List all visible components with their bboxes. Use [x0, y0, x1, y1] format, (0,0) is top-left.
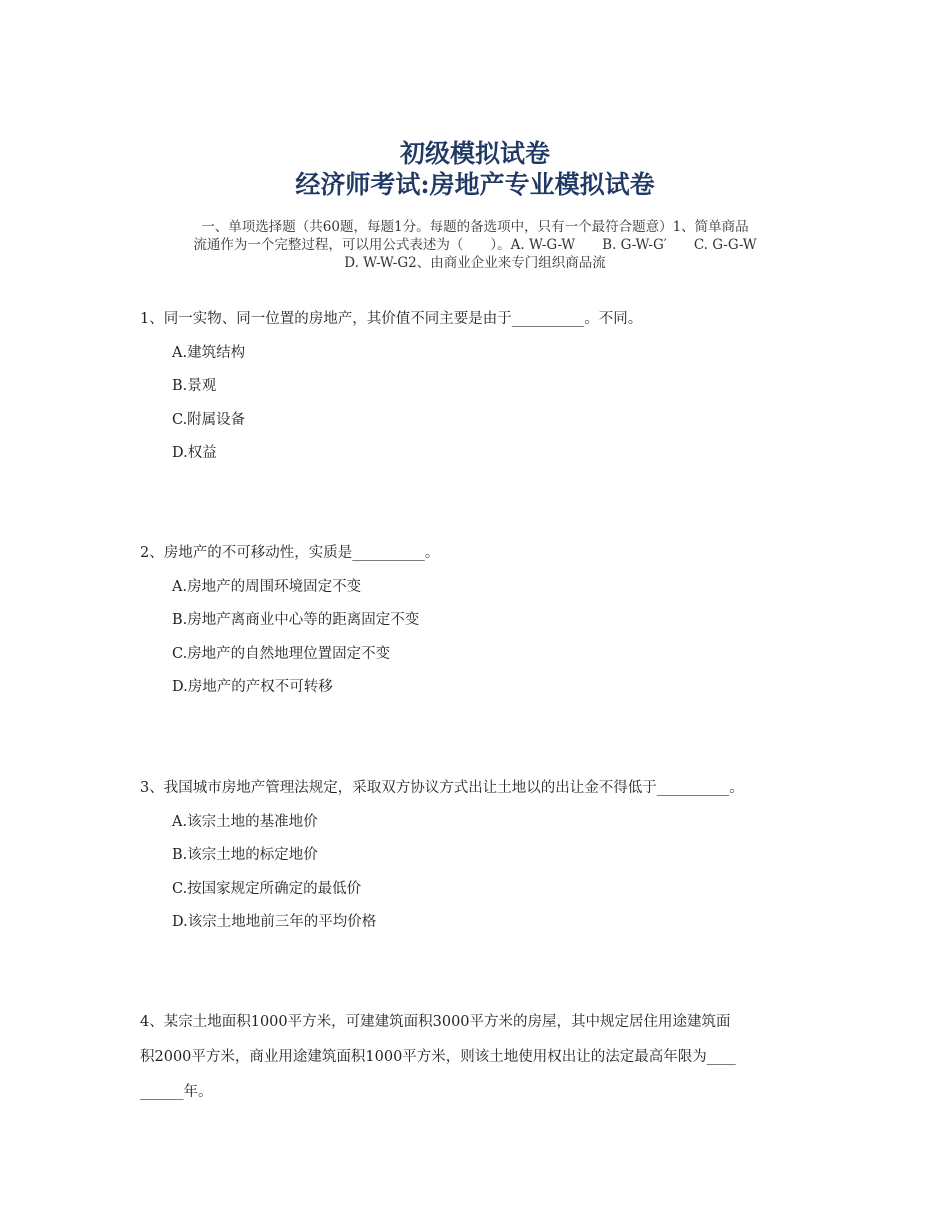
option-a: A.房地产的周围环境固定不变 — [172, 578, 362, 595]
option-d: D.权益 — [172, 445, 217, 461]
intro-line: 一、单项选择题（共60题，每题1分。每题的备选项中，只有一个最符合题意）1、简单商品 — [201, 219, 749, 235]
option-d: D.房地产的产权不可转移 — [172, 679, 333, 695]
intro-line: 流通作为一个完整过程，可以用公式表述为（ ）。A. W-G-W B. G-W-G′ C. G-G-W — [193, 237, 757, 253]
option-c: C.按国家规定所确定的最低价 — [172, 880, 362, 897]
intro-line: D. W-W-G2、由商业企业来专门组织商品流 — [344, 255, 606, 271]
title-block — [0, 138, 950, 200]
question-2 — [140, 543, 810, 697]
option-b: B.房地产离商业中心等的距离固定不变 — [172, 612, 420, 628]
section-intro — [140, 218, 810, 272]
question-stem-line: 积2000平方米，商业用途建筑面积1000平方米，则该土地使用权出让的法定最高年限为____ — [140, 1049, 736, 1065]
document-title: 初级模拟试卷 — [399, 139, 550, 168]
option-b: B.该宗土地的标定地价 — [172, 847, 318, 863]
question-stem: 2、房地产的不可移动性，实质是__________。 — [140, 545, 440, 561]
question-stem-line: ______年。 — [140, 1084, 213, 1100]
question-stem — [140, 1005, 810, 1110]
option-d: D.该宗土地地前三年的平均价格 — [172, 914, 377, 930]
option-b: B.景观 — [172, 378, 217, 394]
question-stem: 1、同一实物、同一位置的房地产，其价值不同主要是由于__________。不同。 — [140, 311, 643, 327]
question-4 — [140, 1005, 810, 1110]
document-subtitle: 经济师考试:房地产专业模拟试卷 — [295, 170, 655, 199]
question-stem: 3、我国城市房地产管理法规定，采取双方协议方式出让土地以的出让金不得低于__________。 — [140, 780, 744, 796]
question-stem-line: 4、某宗土地面积1000平方米，可建建筑面积3000平方米的房屋，其中规定居住用途建筑面 — [140, 1014, 731, 1030]
question-1 — [140, 309, 810, 463]
option-c: C.附属设备 — [172, 411, 246, 428]
option-c: C.房地产的自然地理位置固定不变 — [172, 645, 391, 662]
question-3 — [140, 778, 810, 932]
option-a: A.该宗土地的基准地价 — [172, 813, 318, 830]
option-a: A.建筑结构 — [172, 344, 246, 361]
